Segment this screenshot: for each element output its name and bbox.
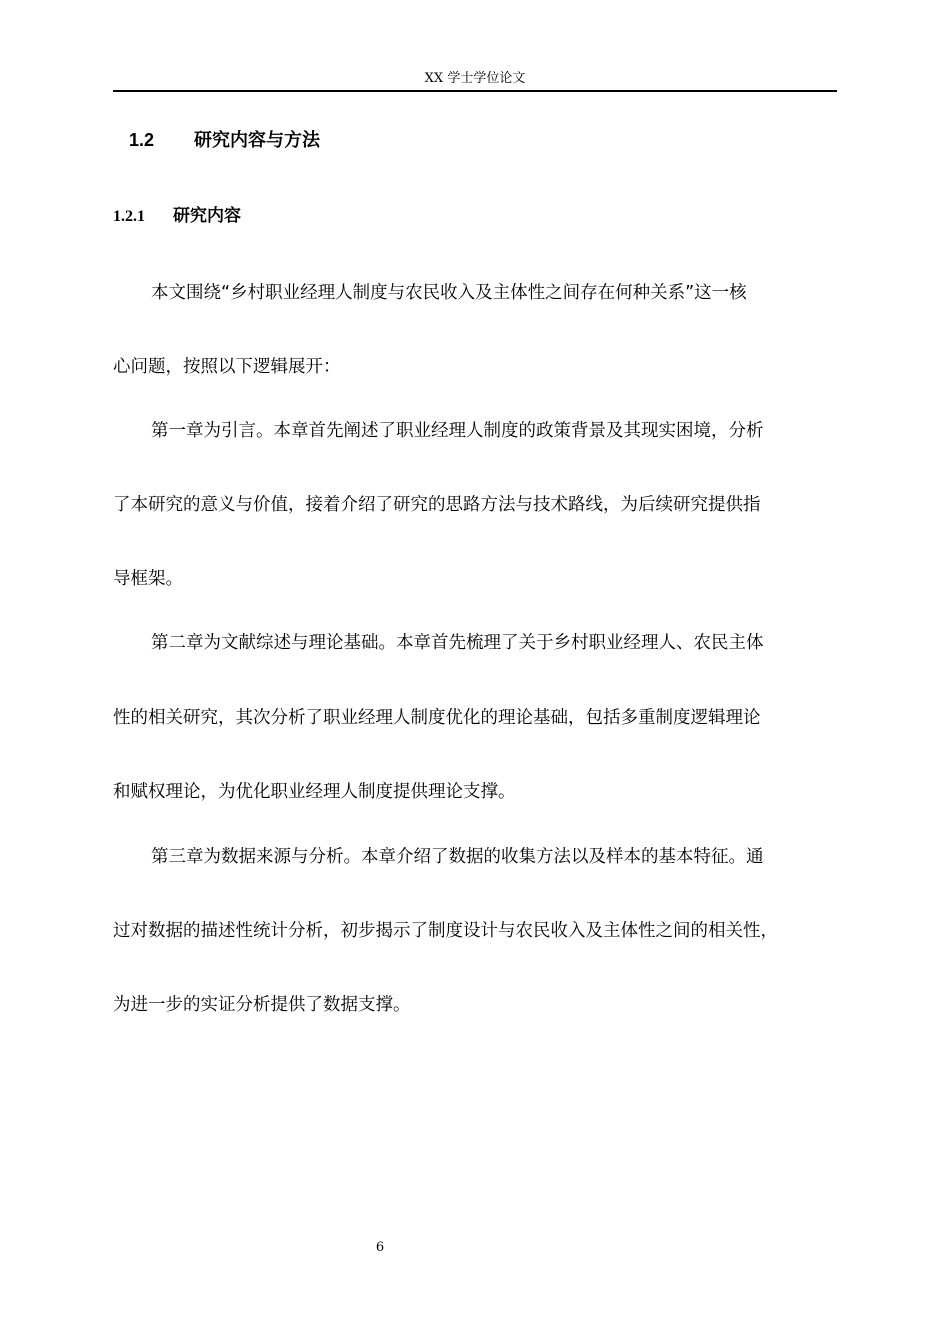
body-line: 第一章为引言。本章首先阐述了职业经理人制度的政策背景及其现实困境，分析 bbox=[151, 421, 764, 441]
body-line: 第二章为文献综述与理论基础。本章首先梳理了关于乡村职业经理人、农民主体 bbox=[151, 633, 764, 653]
body-line: 和赋权理论，为优化职业经理人制度提供理论支撑。 bbox=[113, 782, 516, 802]
body-line: 第三章为数据来源与分析。本章介绍了数据的收集方法以及样本的基本特征。通 bbox=[151, 847, 764, 867]
header-rule bbox=[113, 90, 837, 92]
body-line: 性的相关研究，其次分析了职业经理人制度优化的理论基础，包括多重制度逻辑理论 bbox=[113, 708, 761, 728]
subsection-title: 研究内容 bbox=[173, 206, 241, 226]
running-header: XX 学士学位论文 bbox=[424, 71, 526, 86]
subsection-heading bbox=[113, 204, 241, 229]
body-line: 过对数据的描述性统计分析，初步揭示了制度设计与农民收入及主体性之间的相关性， bbox=[113, 921, 778, 941]
body-line: 为进一步的实证分析提供了数据支撑。 bbox=[113, 995, 411, 1015]
subsection-number: 1.2.1 bbox=[113, 208, 145, 225]
section-number: 1.2 bbox=[129, 130, 155, 150]
body-line: 了本研究的意义与价值，接着介绍了研究的思路方法与技术路线，为后续研究提供指 bbox=[113, 495, 761, 515]
page-number: 6 bbox=[375, 1240, 385, 1255]
body-line: 心问题，按照以下逻辑展开： bbox=[113, 357, 341, 377]
body-line: 导框架。 bbox=[113, 569, 183, 589]
section-heading bbox=[129, 127, 320, 154]
body-line: 本文围绕“乡村职业经理人制度与农民收入及主体性之间存在何种关系”这一核 bbox=[151, 283, 747, 303]
section-title: 研究内容与方法 bbox=[194, 130, 320, 151]
